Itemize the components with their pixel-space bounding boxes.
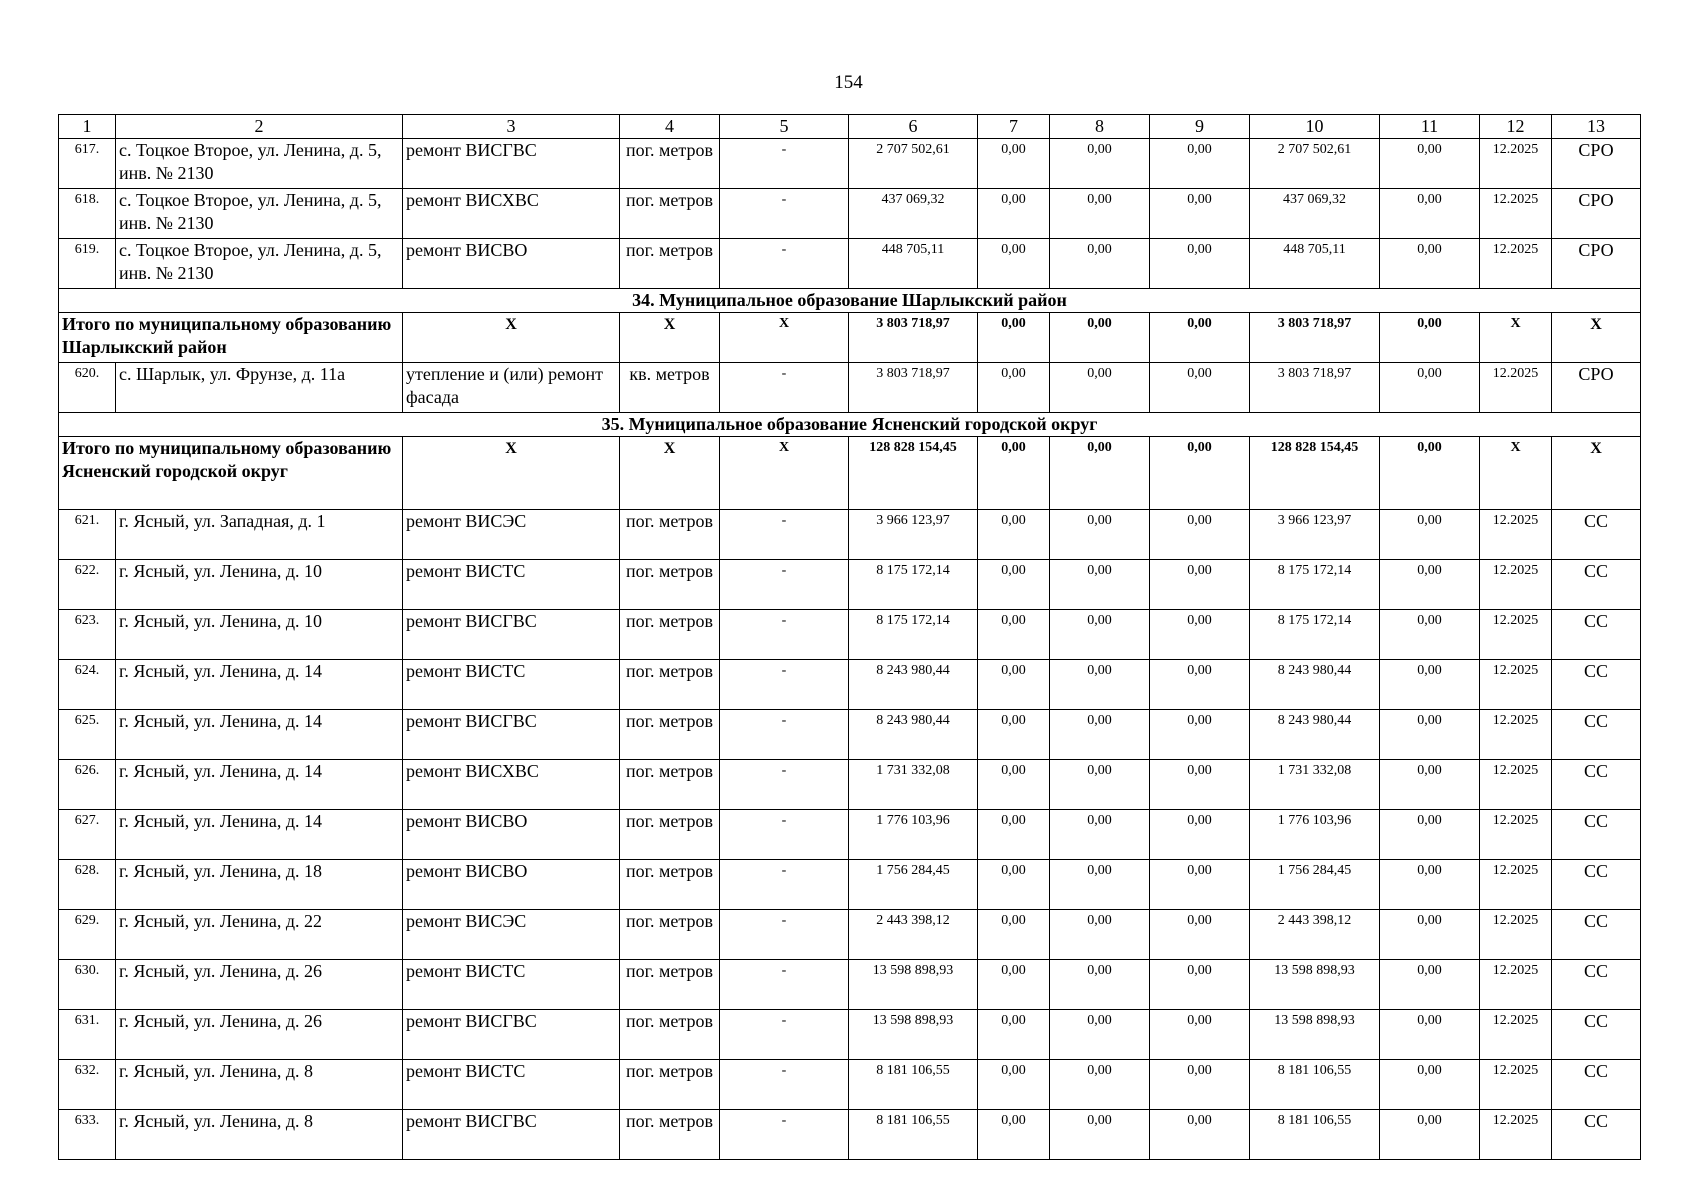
- cost-total-cell: 8 175 172,14: [849, 560, 978, 610]
- section-header-row: [59, 289, 1641, 313]
- total-c9: 0,00: [1150, 313, 1250, 363]
- col11-cell: 0,00: [1380, 660, 1480, 710]
- unit-cell: кв. метров: [620, 363, 720, 413]
- address-cell: г. Ясный, ул. Ленина, д. 14: [116, 810, 403, 860]
- work-type-cell: ремонт ВИСТС: [403, 660, 620, 710]
- quantity-cell: -: [720, 760, 849, 810]
- col13-cell: СС: [1552, 910, 1641, 960]
- cost-total-cell: 448 705,11: [849, 239, 978, 289]
- cost-total-cell: 8 243 980,44: [849, 710, 978, 760]
- col10-cell: 1 731 332,08: [1250, 760, 1380, 810]
- col10-cell: 8 181 106,55: [1250, 1110, 1380, 1160]
- col9-cell: 0,00: [1150, 910, 1250, 960]
- col8-cell: 0,00: [1050, 860, 1150, 910]
- col9-cell: 0,00: [1150, 1010, 1250, 1060]
- quantity-cell: -: [720, 810, 849, 860]
- col11-cell: 0,00: [1380, 139, 1480, 189]
- col9-cell: 0,00: [1150, 810, 1250, 860]
- work-type-cell: ремонт ВИСТС: [403, 1060, 620, 1110]
- col9-cell: 0,00: [1150, 560, 1250, 610]
- deadline-cell: 12.2025: [1480, 510, 1552, 560]
- row-number: 633.: [59, 1110, 116, 1160]
- row-number: 626.: [59, 760, 116, 810]
- column-header-5: 5: [720, 115, 849, 139]
- col7-cell: 0,00: [978, 239, 1050, 289]
- quantity-cell: -: [720, 610, 849, 660]
- page-number: 154: [834, 72, 863, 93]
- col8-cell: 0,00: [1050, 363, 1150, 413]
- col11-cell: 0,00: [1380, 860, 1480, 910]
- column-header-13: 13: [1552, 115, 1641, 139]
- column-header-6: 6: [849, 115, 978, 139]
- total-c13: X: [1552, 437, 1641, 510]
- column-header-10: 10: [1250, 115, 1380, 139]
- quantity-cell: -: [720, 710, 849, 760]
- col10-cell: 8 243 980,44: [1250, 710, 1380, 760]
- col13-cell: СС: [1552, 610, 1641, 660]
- unit-cell: пог. метров: [620, 660, 720, 710]
- col8-cell: 0,00: [1050, 610, 1150, 660]
- deadline-cell: 12.2025: [1480, 239, 1552, 289]
- work-type-cell: ремонт ВИСВО: [403, 860, 620, 910]
- unit-cell: пог. метров: [620, 760, 720, 810]
- total-c13: X: [1552, 313, 1641, 363]
- unit-cell: пог. метров: [620, 860, 720, 910]
- col8-cell: 0,00: [1050, 910, 1150, 960]
- quantity-cell: -: [720, 560, 849, 610]
- address-cell: г. Ясный, ул. Ленина, д. 18: [116, 860, 403, 910]
- total-c7: 0,00: [978, 437, 1050, 510]
- col13-cell: СРО: [1552, 239, 1641, 289]
- row-number: 622.: [59, 560, 116, 610]
- total-c12: X: [1480, 313, 1552, 363]
- deadline-cell: 12.2025: [1480, 1060, 1552, 1110]
- col7-cell: 0,00: [978, 363, 1050, 413]
- work-type-cell: ремонт ВИСГВС: [403, 610, 620, 660]
- cost-total-cell: 13 598 898,93: [849, 1010, 978, 1060]
- col7-cell: 0,00: [978, 610, 1050, 660]
- col8-cell: 0,00: [1050, 960, 1150, 1010]
- row-number: 621.: [59, 510, 116, 560]
- table-row: [59, 910, 1641, 960]
- col9-cell: 0,00: [1150, 660, 1250, 710]
- col11-cell: 0,00: [1380, 1010, 1480, 1060]
- table-row: [59, 1010, 1641, 1060]
- column-header-7: 7: [978, 115, 1050, 139]
- total-label: Итого по муниципальному образованию Ясненский городской округ: [59, 437, 403, 510]
- col8-cell: 0,00: [1050, 710, 1150, 760]
- col10-cell: 448 705,11: [1250, 239, 1380, 289]
- row-number: 625.: [59, 710, 116, 760]
- unit-cell: пог. метров: [620, 189, 720, 239]
- quantity-cell: -: [720, 1010, 849, 1060]
- address-cell: г. Ясный, ул. Ленина, д. 14: [116, 710, 403, 760]
- address-cell: г. Ясный, ул. Ленина, д. 8: [116, 1110, 403, 1160]
- col13-cell: СС: [1552, 960, 1641, 1010]
- total-c11: 0,00: [1380, 437, 1480, 510]
- col7-cell: 0,00: [978, 1110, 1050, 1160]
- quantity-cell: -: [720, 189, 849, 239]
- address-cell: г. Ясный, ул. Ленина, д. 26: [116, 960, 403, 1010]
- col7-cell: 0,00: [978, 960, 1050, 1010]
- col11-cell: 0,00: [1380, 760, 1480, 810]
- table-row: [59, 139, 1641, 189]
- col13-cell: СС: [1552, 810, 1641, 860]
- work-type-cell: ремонт ВИСГВС: [403, 1010, 620, 1060]
- col8-cell: 0,00: [1050, 189, 1150, 239]
- cost-total-cell: 3 966 123,97: [849, 510, 978, 560]
- section-title: 34. Муниципальное образование Шарлыкский район: [59, 289, 1641, 313]
- total-c9: 0,00: [1150, 437, 1250, 510]
- total-c6: 128 828 154,45: [849, 437, 978, 510]
- col7-cell: 0,00: [978, 660, 1050, 710]
- column-header-1: 1: [59, 115, 116, 139]
- deadline-cell: 12.2025: [1480, 610, 1552, 660]
- col7-cell: 0,00: [978, 710, 1050, 760]
- section-title: 35. Муниципальное образование Ясненский городской округ: [59, 413, 1641, 437]
- address-cell: с. Тоцкое Второе, ул. Ленина, д. 5, инв. № 2130: [116, 189, 403, 239]
- cost-total-cell: 3 803 718,97: [849, 363, 978, 413]
- table-row: [59, 810, 1641, 860]
- work-type-cell: ремонт ВИСХВС: [403, 189, 620, 239]
- row-number: 623.: [59, 610, 116, 660]
- unit-cell: пог. метров: [620, 1110, 720, 1160]
- cost-total-cell: 13 598 898,93: [849, 960, 978, 1010]
- col13-cell: СРО: [1552, 189, 1641, 239]
- total-c11: 0,00: [1380, 313, 1480, 363]
- quantity-cell: -: [720, 1060, 849, 1110]
- col8-cell: 0,00: [1050, 810, 1150, 860]
- quantity-cell: -: [720, 910, 849, 960]
- col8-cell: 0,00: [1050, 139, 1150, 189]
- total-label: Итого по муниципальному образованию Шарлыкский район: [59, 313, 403, 363]
- col8-cell: 0,00: [1050, 239, 1150, 289]
- work-type-cell: утепление и (или) ремонт фасада: [403, 363, 620, 413]
- col8-cell: 0,00: [1050, 560, 1150, 610]
- col9-cell: 0,00: [1150, 860, 1250, 910]
- total-c5: X: [720, 437, 849, 510]
- col9-cell: 0,00: [1150, 510, 1250, 560]
- total-c7: 0,00: [978, 313, 1050, 363]
- section-header-row: [59, 413, 1641, 437]
- quantity-cell: -: [720, 660, 849, 710]
- total-c6: 3 803 718,97: [849, 313, 978, 363]
- col11-cell: 0,00: [1380, 239, 1480, 289]
- col10-cell: 13 598 898,93: [1250, 1010, 1380, 1060]
- deadline-cell: 12.2025: [1480, 560, 1552, 610]
- work-type-cell: ремонт ВИСХВС: [403, 760, 620, 810]
- col10-cell: 1 776 103,96: [1250, 810, 1380, 860]
- col7-cell: 0,00: [978, 560, 1050, 610]
- col13-cell: СС: [1552, 560, 1641, 610]
- unit-cell: пог. метров: [620, 910, 720, 960]
- col8-cell: 0,00: [1050, 510, 1150, 560]
- col10-cell: 13 598 898,93: [1250, 960, 1380, 1010]
- total-c8: 0,00: [1050, 437, 1150, 510]
- col8-cell: 0,00: [1050, 1110, 1150, 1160]
- cost-total-cell: 2 707 502,61: [849, 139, 978, 189]
- table-row: [59, 189, 1641, 239]
- table-row: [59, 660, 1641, 710]
- col7-cell: 0,00: [978, 1010, 1050, 1060]
- row-number: 624.: [59, 660, 116, 710]
- quantity-cell: -: [720, 1110, 849, 1160]
- total-c10: 3 803 718,97: [1250, 313, 1380, 363]
- work-type-cell: ремонт ВИСГВС: [403, 1110, 620, 1160]
- cost-total-cell: 437 069,32: [849, 189, 978, 239]
- col11-cell: 0,00: [1380, 810, 1480, 860]
- column-header-2: 2: [116, 115, 403, 139]
- table-row: [59, 760, 1641, 810]
- quantity-cell: -: [720, 860, 849, 910]
- address-cell: г. Ясный, ул. Западная, д. 1: [116, 510, 403, 560]
- address-cell: с. Тоцкое Второе, ул. Ленина, д. 5, инв. № 2130: [116, 139, 403, 189]
- col10-cell: 8 175 172,14: [1250, 610, 1380, 660]
- table-body: [59, 115, 1641, 1160]
- col9-cell: 0,00: [1150, 1110, 1250, 1160]
- table-row: [59, 710, 1641, 760]
- deadline-cell: 12.2025: [1480, 363, 1552, 413]
- col13-cell: СРО: [1552, 363, 1641, 413]
- column-header-8: 8: [1050, 115, 1150, 139]
- col13-cell: СС: [1552, 1010, 1641, 1060]
- quantity-cell: -: [720, 239, 849, 289]
- table-row: [59, 1060, 1641, 1110]
- total-c3: X: [403, 437, 620, 510]
- col13-cell: СС: [1552, 860, 1641, 910]
- total-c3: X: [403, 313, 620, 363]
- deadline-cell: 12.2025: [1480, 910, 1552, 960]
- address-cell: г. Ясный, ул. Ленина, д. 10: [116, 610, 403, 660]
- col10-cell: 1 756 284,45: [1250, 860, 1380, 910]
- col7-cell: 0,00: [978, 1060, 1050, 1110]
- unit-cell: пог. метров: [620, 610, 720, 660]
- table-row: [59, 610, 1641, 660]
- deadline-cell: 12.2025: [1480, 1010, 1552, 1060]
- col9-cell: 0,00: [1150, 760, 1250, 810]
- cost-total-cell: 8 175 172,14: [849, 610, 978, 660]
- col11-cell: 0,00: [1380, 710, 1480, 760]
- col7-cell: 0,00: [978, 810, 1050, 860]
- deadline-cell: 12.2025: [1480, 860, 1552, 910]
- col7-cell: 0,00: [978, 760, 1050, 810]
- col7-cell: 0,00: [978, 510, 1050, 560]
- col13-cell: СРО: [1552, 139, 1641, 189]
- column-header-3: 3: [403, 115, 620, 139]
- address-cell: г. Ясный, ул. Ленина, д. 14: [116, 760, 403, 810]
- deadline-cell: 12.2025: [1480, 139, 1552, 189]
- table-row: [59, 510, 1641, 560]
- address-cell: г. Ясный, ул. Ленина, д. 26: [116, 1010, 403, 1060]
- cost-total-cell: 8 181 106,55: [849, 1060, 978, 1110]
- row-number: 627.: [59, 810, 116, 860]
- table-row: [59, 960, 1641, 1010]
- col11-cell: 0,00: [1380, 960, 1480, 1010]
- cost-total-cell: 1 731 332,08: [849, 760, 978, 810]
- col13-cell: СС: [1552, 1110, 1641, 1160]
- col9-cell: 0,00: [1150, 710, 1250, 760]
- col9-cell: 0,00: [1150, 239, 1250, 289]
- col9-cell: 0,00: [1150, 960, 1250, 1010]
- total-c8: 0,00: [1050, 313, 1150, 363]
- col13-cell: СС: [1552, 660, 1641, 710]
- total-c12: X: [1480, 437, 1552, 510]
- quantity-cell: -: [720, 960, 849, 1010]
- address-cell: г. Ясный, ул. Ленина, д. 22: [116, 910, 403, 960]
- row-number: 631.: [59, 1010, 116, 1060]
- col10-cell: 2 443 398,12: [1250, 910, 1380, 960]
- col11-cell: 0,00: [1380, 363, 1480, 413]
- col7-cell: 0,00: [978, 189, 1050, 239]
- total-c4: X: [620, 437, 720, 510]
- col11-cell: 0,00: [1380, 189, 1480, 239]
- cost-total-cell: 1 756 284,45: [849, 860, 978, 910]
- col11-cell: 0,00: [1380, 910, 1480, 960]
- address-cell: с. Шарлык, ул. Фрунзе, д. 11а: [116, 363, 403, 413]
- row-number: 632.: [59, 1060, 116, 1110]
- quantity-cell: -: [720, 363, 849, 413]
- work-type-cell: ремонт ВИСТС: [403, 960, 620, 1010]
- unit-cell: пог. метров: [620, 1060, 720, 1110]
- col13-cell: СС: [1552, 510, 1641, 560]
- deadline-cell: 12.2025: [1480, 710, 1552, 760]
- deadline-cell: 12.2025: [1480, 189, 1552, 239]
- address-cell: с. Тоцкое Второе, ул. Ленина, д. 5, инв. № 2130: [116, 239, 403, 289]
- col10-cell: 3 803 718,97: [1250, 363, 1380, 413]
- col9-cell: 0,00: [1150, 1060, 1250, 1110]
- deadline-cell: 12.2025: [1480, 660, 1552, 710]
- col9-cell: 0,00: [1150, 189, 1250, 239]
- deadline-cell: 12.2025: [1480, 1110, 1552, 1160]
- col7-cell: 0,00: [978, 910, 1050, 960]
- row-number: 630.: [59, 960, 116, 1010]
- column-header-12: 12: [1480, 115, 1552, 139]
- col10-cell: 8 175 172,14: [1250, 560, 1380, 610]
- col9-cell: 0,00: [1150, 610, 1250, 660]
- col10-cell: 437 069,32: [1250, 189, 1380, 239]
- unit-cell: пог. метров: [620, 510, 720, 560]
- col13-cell: СС: [1552, 1060, 1641, 1110]
- col8-cell: 0,00: [1050, 660, 1150, 710]
- col10-cell: 8 243 980,44: [1250, 660, 1380, 710]
- cost-total-cell: 8 243 980,44: [849, 660, 978, 710]
- quantity-cell: -: [720, 510, 849, 560]
- total-c10: 128 828 154,45: [1250, 437, 1380, 510]
- table-row: [59, 1110, 1641, 1160]
- col9-cell: 0,00: [1150, 139, 1250, 189]
- unit-cell: пог. метров: [620, 560, 720, 610]
- cost-total-cell: 2 443 398,12: [849, 910, 978, 960]
- col11-cell: 0,00: [1380, 610, 1480, 660]
- col10-cell: 2 707 502,61: [1250, 139, 1380, 189]
- unit-cell: пог. метров: [620, 960, 720, 1010]
- address-cell: г. Ясный, ул. Ленина, д. 14: [116, 660, 403, 710]
- repair-plan-table: [58, 114, 1641, 1160]
- row-number: 628.: [59, 860, 116, 910]
- unit-cell: пог. метров: [620, 710, 720, 760]
- work-type-cell: ремонт ВИСГВС: [403, 710, 620, 760]
- column-header-4: 4: [620, 115, 720, 139]
- col8-cell: 0,00: [1050, 1060, 1150, 1110]
- col11-cell: 0,00: [1380, 1110, 1480, 1160]
- work-type-cell: ремонт ВИСТС: [403, 560, 620, 610]
- row-number: 619.: [59, 239, 116, 289]
- section-total-row: [59, 313, 1641, 363]
- row-number: 617.: [59, 139, 116, 189]
- column-header-9: 9: [1150, 115, 1250, 139]
- deadline-cell: 12.2025: [1480, 960, 1552, 1010]
- col11-cell: 0,00: [1380, 1060, 1480, 1110]
- column-header-11: 11: [1380, 115, 1480, 139]
- cost-total-cell: 1 776 103,96: [849, 810, 978, 860]
- total-c4: X: [620, 313, 720, 363]
- col11-cell: 0,00: [1380, 510, 1480, 560]
- quantity-cell: -: [720, 139, 849, 189]
- col9-cell: 0,00: [1150, 363, 1250, 413]
- work-type-cell: ремонт ВИСЭС: [403, 510, 620, 560]
- unit-cell: пог. метров: [620, 810, 720, 860]
- cost-total-cell: 8 181 106,55: [849, 1110, 978, 1160]
- row-number: 620.: [59, 363, 116, 413]
- row-number: 618.: [59, 189, 116, 239]
- col10-cell: 3 966 123,97: [1250, 510, 1380, 560]
- col11-cell: 0,00: [1380, 560, 1480, 610]
- col13-cell: СС: [1552, 710, 1641, 760]
- unit-cell: пог. метров: [620, 139, 720, 189]
- col7-cell: 0,00: [978, 139, 1050, 189]
- deadline-cell: 12.2025: [1480, 760, 1552, 810]
- section-total-row: [59, 437, 1641, 510]
- unit-cell: пог. метров: [620, 1010, 720, 1060]
- address-cell: г. Ясный, ул. Ленина, д. 8: [116, 1060, 403, 1110]
- row-number: 629.: [59, 910, 116, 960]
- col8-cell: 0,00: [1050, 760, 1150, 810]
- table-row: [59, 363, 1641, 413]
- col8-cell: 0,00: [1050, 1010, 1150, 1060]
- table-row: [59, 560, 1641, 610]
- unit-cell: пог. метров: [620, 239, 720, 289]
- deadline-cell: 12.2025: [1480, 810, 1552, 860]
- address-cell: г. Ясный, ул. Ленина, д. 10: [116, 560, 403, 610]
- column-number-header-row: [59, 115, 1641, 139]
- total-c5: X: [720, 313, 849, 363]
- work-type-cell: ремонт ВИСЭС: [403, 910, 620, 960]
- col10-cell: 8 181 106,55: [1250, 1060, 1380, 1110]
- col13-cell: СС: [1552, 760, 1641, 810]
- col7-cell: 0,00: [978, 860, 1050, 910]
- work-type-cell: ремонт ВИСВО: [403, 810, 620, 860]
- work-type-cell: ремонт ВИСГВС: [403, 139, 620, 189]
- table-row: [59, 860, 1641, 910]
- table-row: [59, 239, 1641, 289]
- work-type-cell: ремонт ВИСВО: [403, 239, 620, 289]
